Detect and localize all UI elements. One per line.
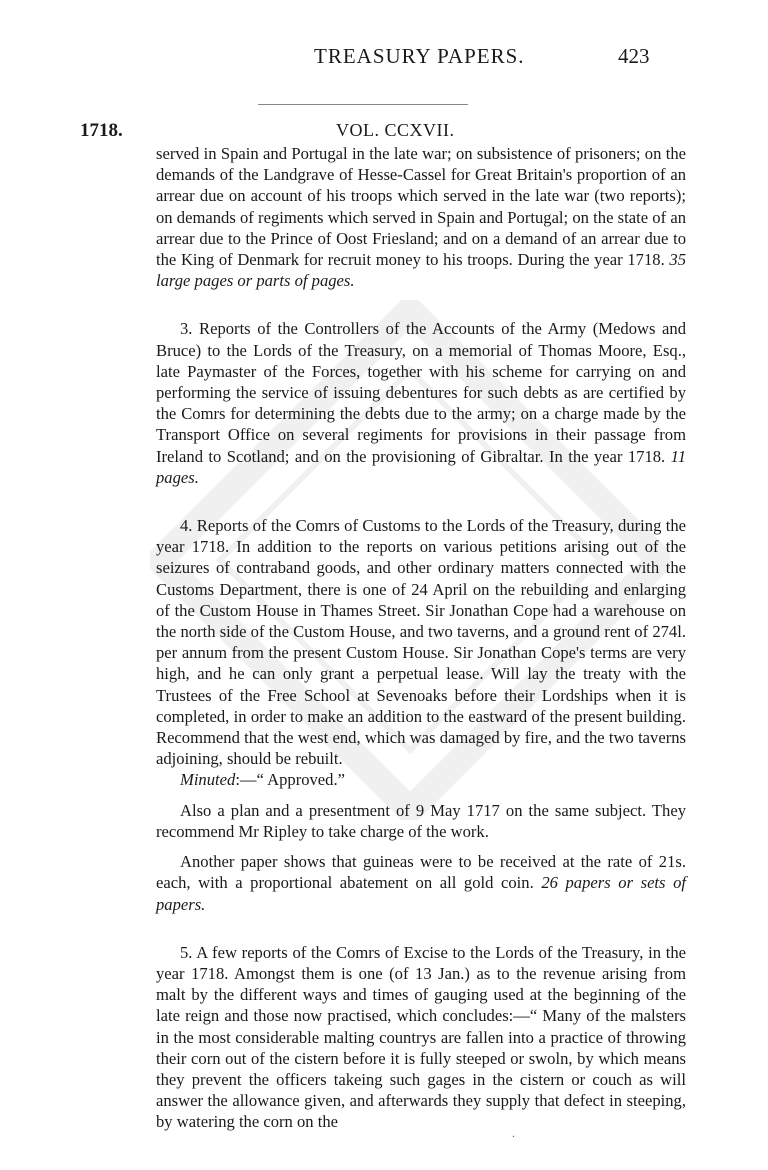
continuation-text: served in Spain and Portugal in the late war; on subsistence of prisoners; on the demands of the Landgrave of Hesse-Cassel for Great Britain's proportion of an arrear due on account of his troops which served in the late war (two reports); on demands of regiments which served in Spain and Portugal; on the state of an arrear due to the Prince of Oost Friesland; and on a demand of an arrear due to the King of Denmark for recruit money to his troops. During the year 1718. [156,144,686,270]
minuted-text: :—“ Approved.” [235,770,345,790]
item-4-text: 4. Reports of the Comrs of Customs to the Lords of the Treasury, during the year 1718. In addition to the reports on various petitions arising out of the seizures of contraband goods, and other ordinary matters connected with the Customs Department, there is one of 24 April on the rebuilding and enlarging of the Custom House in Thames Street. Sir Jonathan Cope had a warehouse on the north side of the Custom House, and two taverns, and a ground rent of 274l. per annum from the present Custom House. Sir Jonathan Cope's terms are very high, and he can only grant a perpetual lease. Will lay the treaty with the Trustees of the Free School at Sevenoaks before their Lordships when it is completed, in order to make an addition to the eastward of the present building. Recommend that the west end, which was damaged by fire, and the two taverns adjoining, should be rebuilt. [156,516,686,769]
item-5-paragraph [156,942,686,1133]
item-3-extent: 11 pages. [156,446,686,487]
item-4-another [156,851,686,915]
volume-heading: VOL. CCXVII. [336,120,455,140]
minuted-label: Minuted [180,770,236,790]
body-text [156,143,686,1133]
item-4-extent: 26 papers or sets of papers. [156,873,686,914]
continuation-extent: 35 large pages or parts of pages. [156,250,686,291]
margin-year: 1718. [80,120,123,141]
item-4-paragraph [156,515,686,769]
item-5-text: 5. A few reports of the Comrs of Excise to the Lords of the Treasury, in the year 1718. Amongst them is one (of 13 Jan.) as to the revenue arising from malt by the different ways and times of gauging used at the beginning of the late reign and those now practised, which concludes:—“ Many of the malsters in the most considerable malting countrys are fallen into a practice of throwing their corn out of the cistern before it is fully steeped or swoln, by which means they prevent the officers takeing such gages in the cistern or couch as will answer the allowance given, and afterwards they supply that defect in steeping, by watering the corn on the [156,942,686,1132]
continuation-paragraph [156,143,686,291]
item-3-paragraph [156,318,686,488]
item-4-also: Also a plan and a presentment of 9 May 1717 on the same subject. They recommend Mr Ripley to take charge of the work. [156,800,686,841]
footer-mark: . [512,1126,515,1140]
running-header [0,44,768,84]
running-title: TREASURY PAPERS. [314,44,525,68]
item-4-minuted [156,769,686,790]
item-4-another-text: Another paper shows that guineas were to be received at the rate of 21s. each, with a proportional abatement on all gold coin. [156,852,686,893]
header-rule [258,104,468,105]
item-3-text: 3. Reports of the Controllers of the Accounts of the Army (Medows and Bruce) to the Lords of the Treasury, on a memorial of Thomas Moore, Esq., late Paymaster of the Forces, together with his scheme for carrying on and performing the service of issuing debentures for such debts as are certified by the Comrs for determining the debts due to the army; on a charge made by the Transport Office on several regiments for provisions in their passage from Ireland to Scotland; and on the provisioning of Gibraltar. In the year 1718. [156,319,686,466]
page-number: 423 [618,44,650,68]
